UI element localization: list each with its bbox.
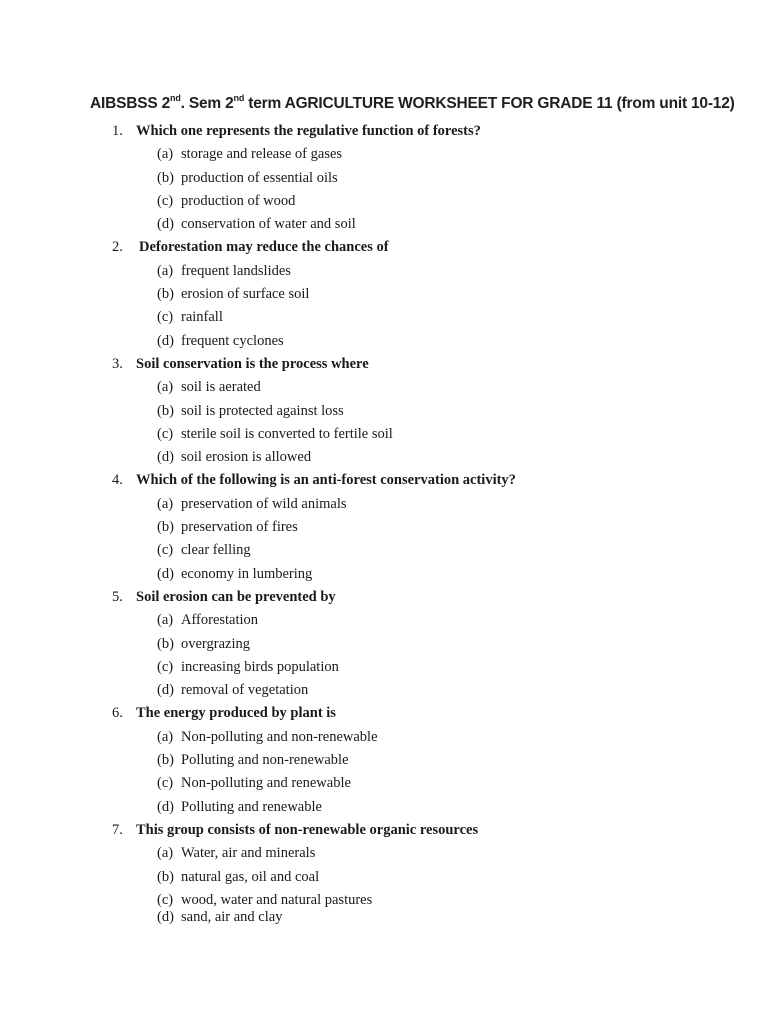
option-text: natural gas, oil and coal <box>181 868 320 885</box>
option-text: Afforestation <box>181 612 259 629</box>
option-letter: (b) <box>157 519 174 536</box>
option-letter: (d) <box>157 565 174 582</box>
question-text: The energy produced by plant is <box>136 705 336 722</box>
option-7b <box>0 867 768 890</box>
option-text: conservation of water and soil <box>181 216 356 233</box>
option-letter: (b) <box>157 286 174 303</box>
option-letter: (a) <box>157 845 174 862</box>
option-5a <box>0 610 768 633</box>
option-letter: (d) <box>157 216 174 233</box>
option-text: Water, air and minerals <box>181 845 316 862</box>
option-letter: (b) <box>157 868 174 885</box>
option-6c <box>0 773 768 796</box>
option-letter: (c) <box>157 658 174 675</box>
option-letter: (a) <box>157 262 174 279</box>
option-letter: (c) <box>157 192 174 209</box>
option-3c <box>0 424 768 447</box>
option-text: frequent landslides <box>181 262 291 279</box>
option-letter: (c) <box>157 309 174 326</box>
question-text: Soil conservation is the process where <box>136 355 369 372</box>
option-3b <box>0 401 768 424</box>
option-letter: (d) <box>157 908 174 925</box>
option-text: preservation of fires <box>181 519 298 536</box>
question-text: This group consists of non-renewable organic resources <box>136 821 479 838</box>
option-letter: (b) <box>157 635 174 652</box>
option-text: sand, air and clay <box>181 908 283 925</box>
option-text: economy in lumbering <box>181 565 313 582</box>
option-letter: (c) <box>157 775 174 792</box>
option-2a <box>0 261 768 284</box>
option-letter: (d) <box>157 449 174 466</box>
option-5d <box>0 680 768 703</box>
option-text: preservation of wild animals <box>181 495 347 512</box>
option-text: soil is protected against loss <box>181 402 344 419</box>
option-letter: (b) <box>157 402 174 419</box>
option-text: removal of vegetation <box>181 682 309 699</box>
option-text: soil is aerated <box>181 379 261 396</box>
question-5 <box>0 587 768 610</box>
title-part-a: AIBSBSS 2 <box>90 95 171 112</box>
option-text: production of wood <box>181 192 296 209</box>
option-7a <box>0 843 768 866</box>
option-3d <box>0 447 768 470</box>
title-part-c: term AGRICULTURE WORKSHEET FOR GRADE 11 (from unit 10-12) <box>244 95 735 112</box>
option-text: clear felling <box>181 542 251 559</box>
option-2d <box>0 331 768 354</box>
question-number: 7. <box>112 821 123 838</box>
option-letter: (a) <box>157 495 174 512</box>
question-2 <box>0 237 768 260</box>
option-letter: (b) <box>157 169 174 186</box>
option-text: increasing birds population <box>181 658 339 675</box>
option-text: overgrazing <box>181 635 250 652</box>
option-letter: (a) <box>157 612 174 629</box>
option-letter: (c) <box>157 891 174 908</box>
option-4c <box>0 540 768 563</box>
option-text: Polluting and renewable <box>181 798 322 815</box>
option-letter: (d) <box>157 682 174 699</box>
option-1b <box>0 168 768 191</box>
question-4 <box>0 470 768 493</box>
question-number: 5. <box>112 588 123 605</box>
option-2c <box>0 307 768 330</box>
option-text: rainfall <box>181 309 223 326</box>
option-letter: (c) <box>157 542 174 559</box>
option-text: wood, water and natural pastures <box>181 891 373 908</box>
option-letter: (d) <box>157 798 174 815</box>
option-2b <box>0 284 768 307</box>
option-text: sterile soil is converted to fertile soil <box>181 425 393 442</box>
option-4d <box>0 564 768 587</box>
question-text: Which of the following is an anti-forest conservation activity? <box>136 472 516 489</box>
question-number: 2. <box>112 239 123 256</box>
option-5c <box>0 657 768 680</box>
option-letter: (b) <box>157 752 174 769</box>
option-letter: (d) <box>157 332 174 349</box>
option-7c <box>0 890 768 907</box>
question-6 <box>0 703 768 726</box>
question-text: Which one represents the regulative function of forests? <box>136 123 481 139</box>
option-1c <box>0 191 768 214</box>
question-text: Soil erosion can be prevented by <box>136 588 336 605</box>
title-superscript-1: nd <box>170 93 181 103</box>
question-7 <box>0 820 768 843</box>
option-text: Polluting and non-renewable <box>181 752 349 769</box>
option-7d <box>0 907 768 930</box>
option-text: Non-polluting and renewable <box>181 775 351 792</box>
option-5b <box>0 634 768 657</box>
option-text: frequent cyclones <box>181 332 284 349</box>
option-letter: (a) <box>157 728 174 745</box>
option-1d <box>0 214 768 237</box>
option-6d <box>0 797 768 820</box>
option-text: soil erosion is allowed <box>181 449 312 466</box>
option-letter: (a) <box>157 146 174 163</box>
worksheet-title <box>90 95 735 113</box>
question-1 <box>0 121 768 144</box>
question-number: 6. <box>112 705 123 722</box>
question-text: Deforestation may reduce the chances of <box>139 239 389 256</box>
option-letter: (c) <box>157 425 174 442</box>
option-text: storage and release of gases <box>181 146 343 163</box>
title-part-b: . Sem 2 <box>180 95 234 112</box>
option-text: production of essential oils <box>181 169 338 186</box>
question-number: 3. <box>112 355 123 372</box>
question-number: 4. <box>112 472 123 489</box>
option-6a <box>0 727 768 750</box>
question-3 <box>0 354 768 377</box>
option-4b <box>0 517 768 540</box>
option-3a <box>0 377 768 400</box>
option-text: Non-polluting and non-renewable <box>181 728 378 745</box>
option-6b <box>0 750 768 773</box>
option-4a <box>0 494 768 517</box>
title-superscript-2: nd <box>233 93 245 103</box>
option-text: erosion of surface soil <box>181 286 310 303</box>
question-list <box>0 121 768 930</box>
question-number: 1. <box>112 123 123 139</box>
option-1a <box>0 144 768 167</box>
option-letter: (a) <box>157 379 174 396</box>
